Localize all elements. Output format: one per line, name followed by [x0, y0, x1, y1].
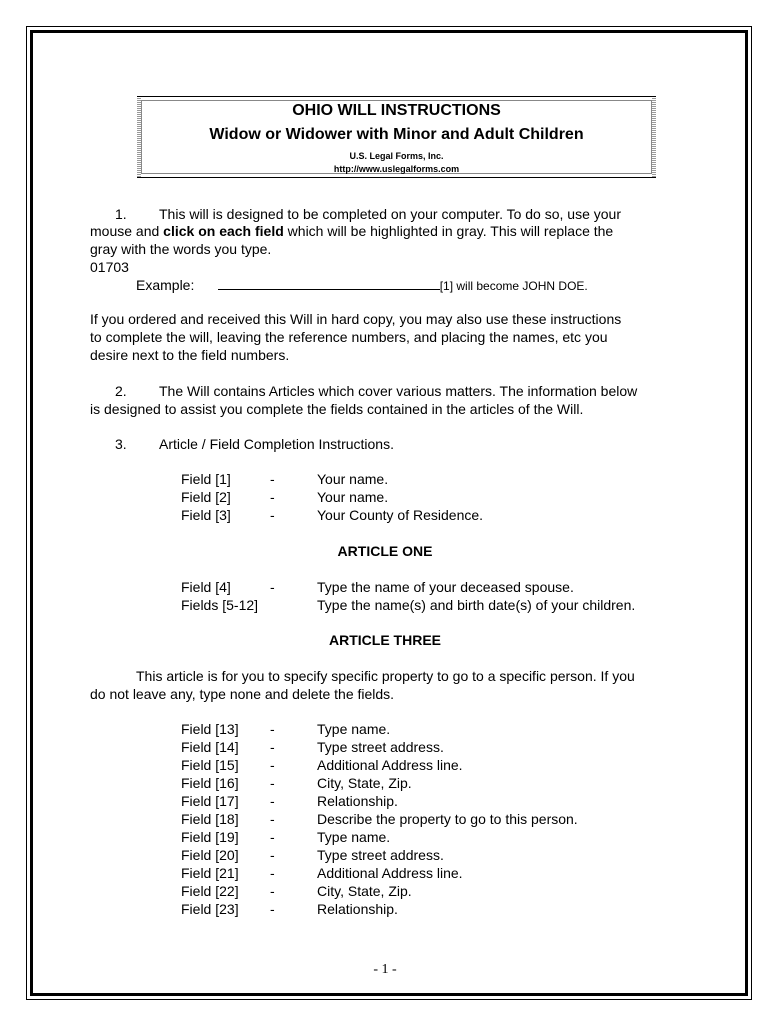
- field-label: Field [2]: [181, 489, 231, 505]
- p1-line2: [90, 222, 613, 240]
- field-desc: Relationship.: [317, 901, 398, 917]
- hard-line2: to complete the will, leaving the reference numbers, and placing the names, etc you: [90, 329, 608, 345]
- company-name: U.S. Legal Forms, Inc.: [349, 151, 444, 161]
- p1-number: 1.: [115, 206, 127, 222]
- field-label: Fields [5-12]: [181, 597, 259, 613]
- field-dash: -: [270, 883, 275, 899]
- field-dash: -: [270, 829, 275, 845]
- field-label: Field [23]: [181, 901, 239, 917]
- field-label: Field [4]: [181, 579, 231, 595]
- field-label: Field [18]: [181, 811, 239, 827]
- field-label: Field [14]: [181, 739, 239, 755]
- document-title: OHIO WILL INSTRUCTIONS: [292, 102, 501, 119]
- p1-line2-post: which will be highlighted in gray. This will replace the: [283, 223, 614, 239]
- p1-line1: This will is designed to be completed on your computer. To do so, use your: [159, 206, 621, 222]
- hard-line3: desire next to the field numbers.: [90, 347, 290, 363]
- p1-line3: gray with the words you type.: [90, 241, 272, 257]
- p1-line2-pre: mouse and: [90, 223, 164, 239]
- page-number: - 1 -: [373, 962, 397, 977]
- field-dash: -: [270, 739, 275, 755]
- field-dash: -: [270, 811, 275, 827]
- example-line: [136, 276, 588, 295]
- art3-line2: do not leave any, type none and delete the fields.: [90, 686, 395, 702]
- p2-line2: is designed to assist you complete the fields contained in the articles of the Will.: [90, 401, 584, 417]
- field-label: Field [16]: [181, 775, 239, 791]
- field-dash: -: [270, 489, 275, 505]
- example-label: Example:: [136, 277, 195, 293]
- field-dash: -: [270, 865, 275, 881]
- field-dash: -: [270, 721, 275, 737]
- p3-text: Article / Field Completion Instructions.: [159, 436, 394, 452]
- field-desc: Additional Address line.: [317, 865, 463, 881]
- field-label: Field [22]: [181, 883, 239, 899]
- field-desc: Your name.: [317, 471, 389, 487]
- field-label: Field [3]: [181, 507, 231, 523]
- field-dash: -: [270, 793, 275, 809]
- field-desc: Relationship.: [317, 793, 398, 809]
- field-desc: Describe the property to go to this person.: [317, 811, 578, 827]
- field-desc: Type the name(s) and birth date(s) of your children.: [317, 597, 636, 613]
- article-one-heading: ARTICLE ONE: [337, 543, 433, 559]
- company-url[interactable]: http://www.uslegalforms.com: [333, 164, 460, 174]
- example-tail: [1] will become JOHN DOE.: [439, 279, 588, 293]
- field-desc: Type street address.: [317, 739, 444, 755]
- field-label: Field [21]: [181, 865, 239, 881]
- field-dash: -: [270, 471, 275, 487]
- field-dash: -: [270, 775, 275, 791]
- p1-line2-bold: click on each field: [163, 223, 284, 239]
- field-desc: Type name.: [317, 829, 391, 845]
- field-desc: City, State, Zip.: [317, 883, 412, 899]
- p2-line1: The Will contains Articles which cover various matters. The information below: [159, 383, 638, 399]
- field-desc: Additional Address line.: [317, 757, 463, 773]
- field-label: Field [20]: [181, 847, 239, 863]
- article-three-heading: ARTICLE THREE: [329, 632, 441, 648]
- field-label: Field [15]: [181, 757, 239, 773]
- document-subtitle: Widow or Widower with Minor and Adult Children: [209, 126, 584, 143]
- field-dash: -: [270, 847, 275, 863]
- field-label: Field [17]: [181, 793, 239, 809]
- form-code: 01703: [90, 259, 129, 275]
- field-dash: -: [270, 757, 275, 773]
- hard-line1: If you ordered and received this Will in hard copy, you may also use these instructions: [90, 311, 622, 327]
- field-label: Field [13]: [181, 721, 239, 737]
- header-box: [137, 96, 656, 178]
- example-blank: [218, 277, 440, 290]
- field-label: Field [1]: [181, 471, 231, 487]
- field-desc: Type the name of your deceased spouse.: [317, 579, 574, 595]
- field-dash: -: [270, 901, 275, 917]
- art3-line1: This article is for you to specify specific property to go to a specific person. If you: [136, 668, 635, 684]
- field-desc: Your County of Residence.: [317, 507, 484, 523]
- field-desc: Type name.: [317, 721, 391, 737]
- field-desc: City, State, Zip.: [317, 775, 412, 791]
- field-desc: Type street address.: [317, 847, 444, 863]
- p2-number: 2.: [115, 383, 127, 399]
- field-desc: Your name.: [317, 489, 389, 505]
- field-dash: -: [270, 507, 275, 523]
- p3-number: 3.: [115, 436, 127, 452]
- field-dash: -: [270, 579, 275, 595]
- field-label: Field [19]: [181, 829, 239, 845]
